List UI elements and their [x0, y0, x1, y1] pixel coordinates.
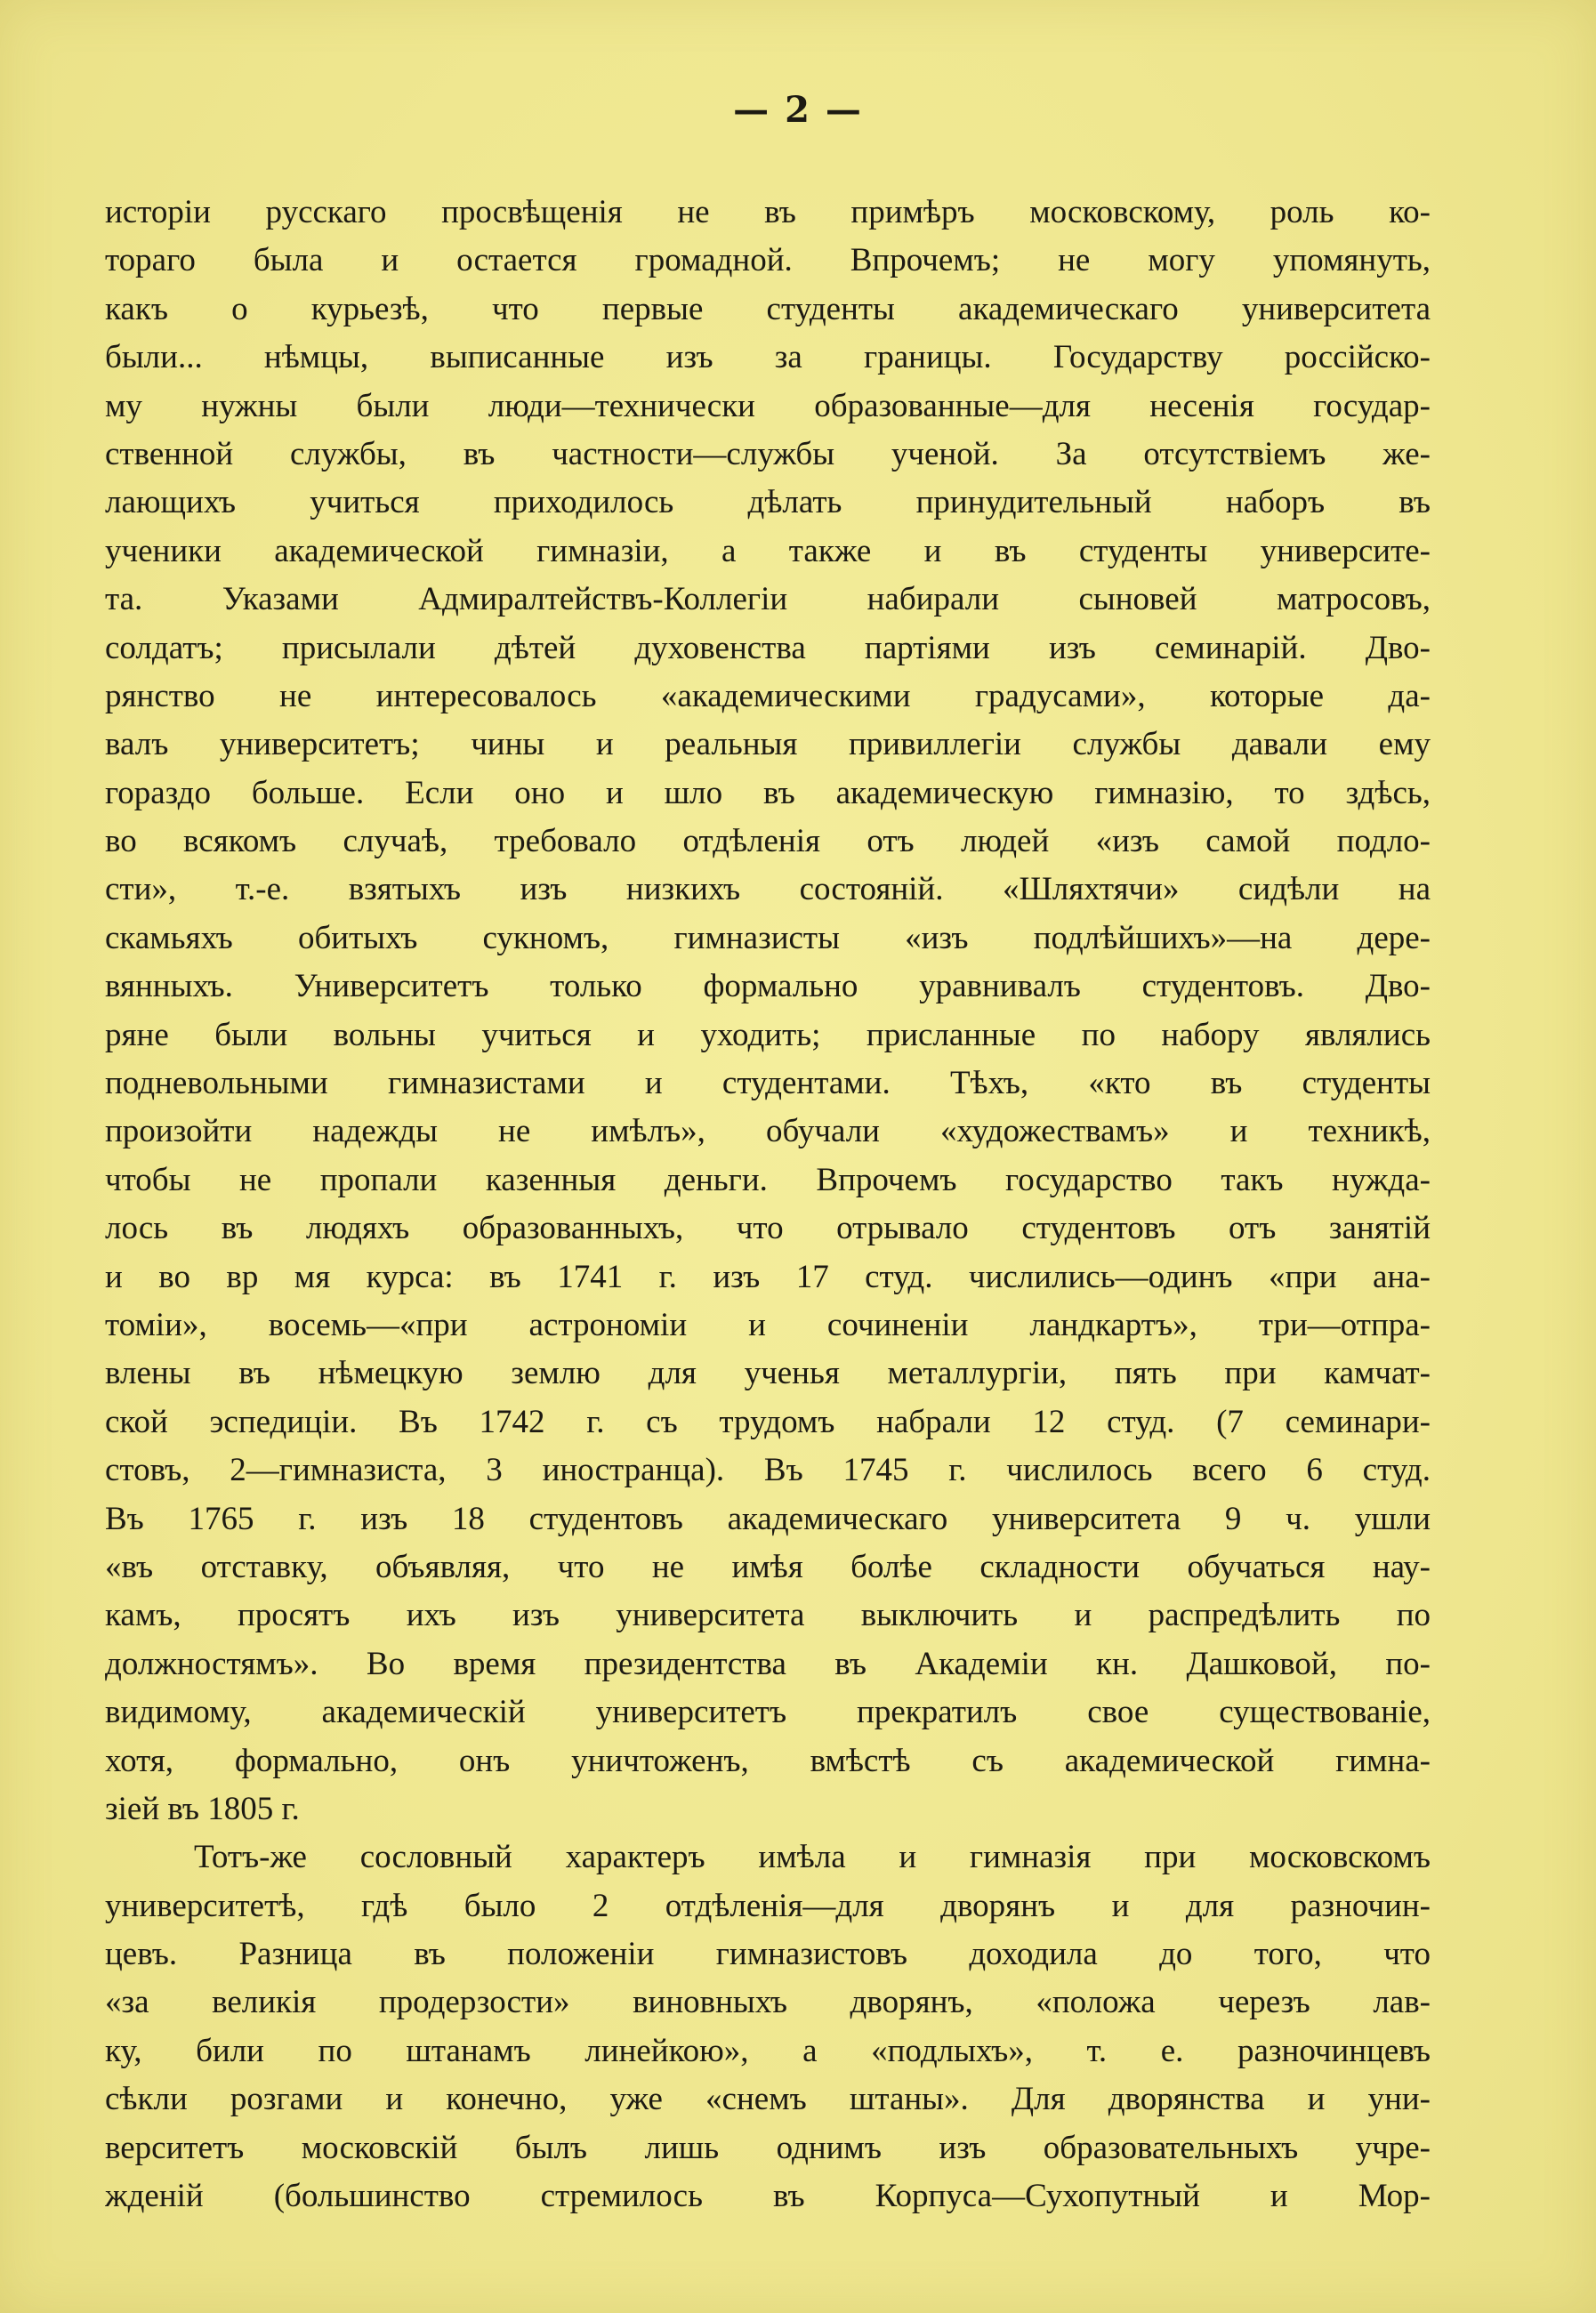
text-line: лающихъ учиться приходилось дѣлать принудительный наборъ въ — [105, 484, 1431, 521]
text-line: были... нѣмцы, выписанные изъ за границы. Государству россійско- — [105, 339, 1431, 376]
text-line: солдатъ; присылали дѣтей духовенства партіями изъ семинарій. Дво- — [105, 629, 1431, 666]
text-line: му нужны были люди—технически образованные—для несенія государ- — [105, 387, 1431, 424]
text-line: верситетъ московскій былъ лишь однимъ изъ образовательныхъ учре- — [105, 2129, 1431, 2166]
text-line: и во вр мя курса: въ 1741 г. изъ 17 студ. числились—одинъ «при ана- — [105, 1258, 1431, 1295]
text-line: камъ, просятъ ихъ изъ университета выключить и распредѣлить по — [105, 1597, 1431, 1634]
text-line: произойти надежды не имѣлъ», обучали «художествамъ» и техникѣ, — [105, 1113, 1431, 1150]
text-line: «за великія продерзости» виновныхъ дворянъ, «положа черезъ лав- — [105, 1984, 1431, 2021]
text-line: стовъ, 2—гимназиста, 3 иностранца). Въ 1745 г. числилось всего 6 студ. — [105, 1452, 1431, 1489]
text-line: вянныхъ. Университетъ только формально уравнивалъ студентовъ. Дво- — [105, 968, 1431, 1005]
text-line: исторіи русскаго просвѣщенія не въ примѣръ московскому, роль ко- — [105, 194, 1431, 230]
text-line: та. Указами Адмиралтействъ-Коллегіи набирали сыновей матросовъ, — [105, 581, 1431, 618]
text-line: рянство не интересовалось «академическими градусами», которые да- — [105, 677, 1431, 714]
text-line-paragraph-start: Тотъ-же сословный характеръ имѣла и гимназія при московскомъ — [194, 1839, 1431, 1876]
text-line: ской эспедиціи. Въ 1742 г. съ трудомъ набрали 12 студ. (7 семинари- — [105, 1403, 1431, 1440]
text-line: во всякомъ случаѣ, требовало отдѣленія отъ людей «изъ самой подло- — [105, 823, 1431, 860]
text-line: цевъ. Разница въ положеніи гимназистовъ доходила до того, что — [105, 1936, 1431, 1973]
text-line: ку, били по штанамъ линейкою», а «подлыхъ», т. е. разночинцевъ — [105, 2032, 1431, 2069]
body-text — [105, 189, 1431, 2220]
text-line: лось въ людяхъ образованныхъ, что отрывало студентовъ отъ занятій — [105, 1210, 1431, 1247]
text-line: Въ 1765 г. изъ 18 студентовъ академическаго университета 9 ч. ушли — [105, 1500, 1431, 1537]
text-line: подневольными гимназистами и студентами. Тѣхъ, «кто въ студенты — [105, 1065, 1431, 1102]
text-line: влены въ нѣмецкую землю для ученья металлургіи, пять при камчат- — [105, 1355, 1431, 1392]
text-line: ряне были вольны учиться и уходить; присланные по набору являлись — [105, 1016, 1431, 1053]
text-line: ученики академической гимназіи, а также и въ студенты университе- — [105, 532, 1431, 569]
text-line: валъ университетъ; чины и реальныя привиллегіи службы давали ему — [105, 726, 1431, 763]
text-line: какъ о курьезѣ, что первые студенты академическаго университета — [105, 290, 1431, 327]
text-line: ственной службы, въ частности—службы ученой. За отсутствіемъ же- — [105, 435, 1431, 472]
page-number: — 2 — — [733, 89, 863, 131]
text-line: скамьяхъ обитыхъ сукномъ, гимназисты «изъ подлѣйшихъ»—на дере- — [105, 919, 1431, 956]
text-line: жденій (большинство стремилось въ Корпуса—Сухопутный и Мор- — [105, 2178, 1431, 2215]
text-line: томіи», восемь—«при астрономіи и сочиненіи ландкартъ», три—отпра- — [105, 1306, 1431, 1343]
text-line: видимому, академическій университетъ прекратилъ свое существованіе, — [105, 1694, 1431, 1731]
text-line: тораго была и остается громадной. Впрочемъ; не могу упомянуть, — [105, 242, 1431, 279]
text-line: хотя, формально, онъ уничтоженъ, вмѣстѣ съ академической гимна- — [105, 1742, 1431, 1779]
text-line: сти», т.-е. взятыхъ изъ низкихъ состояній. «Шляхтячи» сидѣли на — [105, 871, 1431, 908]
text-line: университетѣ, гдѣ было 2 отдѣленія—для дворянъ и для разночин- — [105, 1887, 1431, 1924]
text-line: сѣкли розгами и конечно, уже «снемъ штаны». Для дворянства и уни- — [105, 2081, 1431, 2118]
text-line-paragraph-end: зіей въ 1805 г. — [105, 1790, 300, 1827]
text-line: гораздо больше. Если оно и шло въ академическую гимназію, то здѣсь, — [105, 774, 1431, 811]
text-line: чтобы не пропали казенныя деньги. Впрочемъ государство такъ нужда- — [105, 1161, 1431, 1198]
text-line: «въ отставку, объявляя, что не имѣя болѣе складности обучаться нау- — [105, 1548, 1431, 1585]
text-line: должностямъ». Во время президентства въ Академіи кн. Дашковой, по- — [105, 1645, 1431, 1682]
